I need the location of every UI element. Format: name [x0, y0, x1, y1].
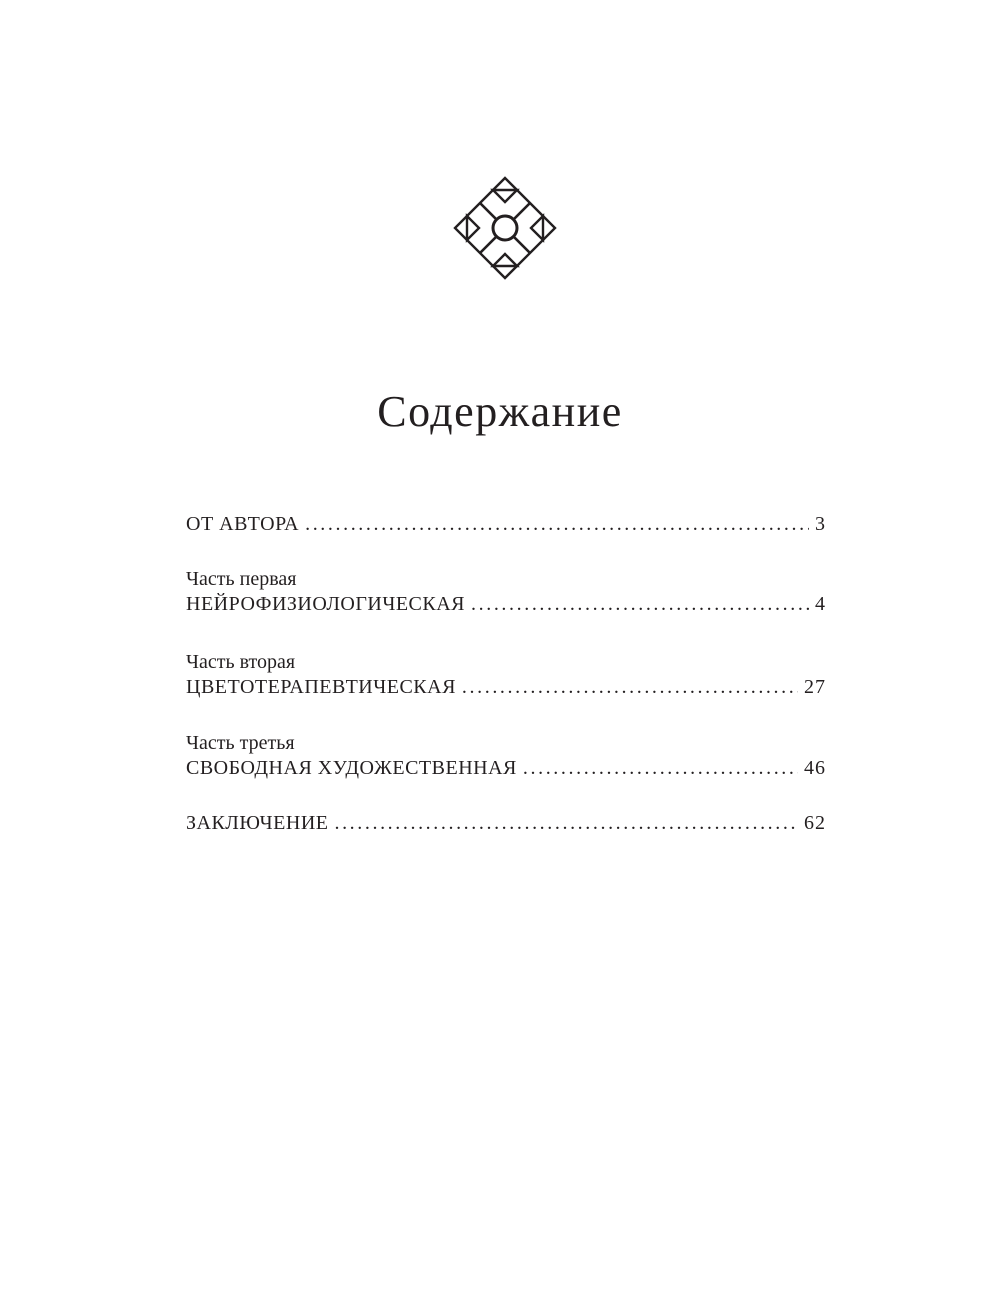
toc-label: СВОБОДНАЯ ХУДОЖЕСТВЕННАЯ: [186, 757, 517, 779]
toc-label: ОТ АВТОРА: [186, 513, 300, 535]
toc-entry-part-three[interactable]: [186, 731, 826, 781]
toc-label: НЕЙРОФИЗИОЛОГИЧЕСКАЯ: [186, 593, 466, 615]
toc-leader-dots: [523, 755, 798, 781]
toc-leader-dots: [471, 591, 809, 617]
toc-entry-author[interactable]: [186, 511, 826, 537]
toc-page-number: 46: [804, 757, 826, 779]
toc-line: [186, 591, 826, 617]
toc-part-label: Часть вторая: [186, 651, 296, 673]
toc-line: [186, 755, 826, 781]
toc-leader-dots: [334, 810, 798, 836]
toc-page-number: 27: [804, 676, 826, 698]
page-title: Содержание: [377, 387, 623, 436]
toc-page-number: 4: [815, 593, 826, 615]
toc-label: ЗАКЛЮЧЕНИЕ: [186, 812, 329, 834]
toc-entry-part-one[interactable]: [186, 567, 826, 617]
toc-line: [186, 511, 826, 537]
toc-leader-dots: [462, 674, 798, 700]
toc-entry-part-two[interactable]: [186, 650, 826, 700]
toc-label: ЦВЕТОТЕРАПЕВТИЧЕСКАЯ: [186, 676, 456, 698]
diamond-ornament-icon: [453, 176, 557, 280]
toc-entry-conclusion[interactable]: [186, 810, 826, 836]
toc-page-number: 62: [804, 812, 826, 834]
toc-line: [186, 810, 826, 836]
toc-line: [186, 674, 826, 700]
toc-leader-dots: [305, 511, 809, 537]
toc-page-number: 3: [815, 513, 826, 535]
toc-part-label: Часть первая: [186, 568, 297, 590]
toc-part-label: Часть третья: [186, 732, 295, 754]
